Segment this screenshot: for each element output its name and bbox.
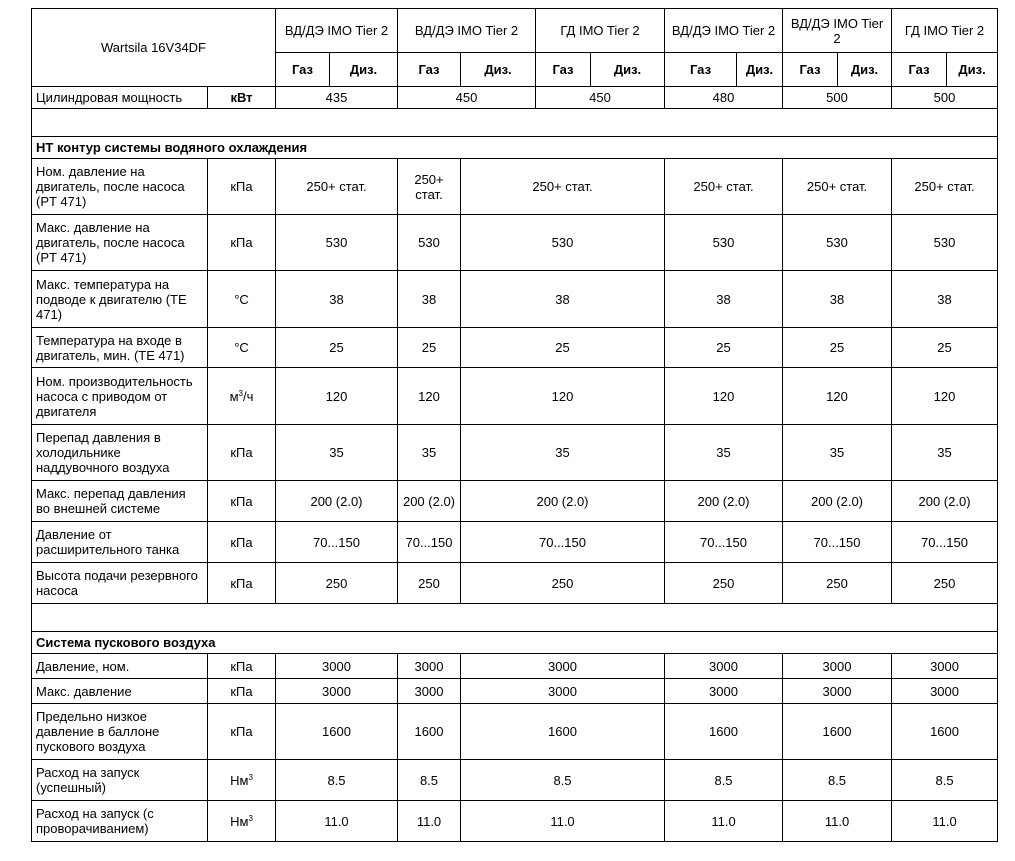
- table-row: [32, 704, 998, 760]
- cell-value: 480: [665, 87, 783, 109]
- cell-value: 200 (2.0): [783, 481, 892, 522]
- unit-base: кПа: [230, 683, 253, 699]
- cell-value: 1600: [398, 704, 461, 760]
- cell-value: 530: [783, 215, 892, 271]
- cell-value: 38: [892, 271, 998, 328]
- cell-value: 3000: [461, 654, 665, 679]
- fuel-subheader: Диз.: [461, 53, 536, 87]
- fuel-subheader: Газ: [276, 53, 330, 87]
- row-unit: [208, 654, 276, 679]
- fuel-subheader: Диз.: [330, 53, 398, 87]
- unit-superscript: 3: [248, 772, 253, 782]
- cell-value: 8.5: [892, 760, 998, 801]
- cell-value: 38: [783, 271, 892, 328]
- row-unit: [208, 215, 276, 271]
- section-title: Система пускового воздуха: [32, 632, 998, 654]
- cell-value: 250+ стат.: [665, 159, 783, 215]
- cell-value: 25: [276, 328, 398, 368]
- spacer-row: [32, 109, 998, 137]
- table-row: [32, 159, 998, 215]
- column-header: ГД IMO Tier 2: [536, 9, 665, 53]
- fuel-subheader: Диз.: [591, 53, 665, 87]
- cell-value: 250: [783, 563, 892, 604]
- row-unit: [208, 563, 276, 604]
- cell-value: 70...150: [783, 522, 892, 563]
- table-row: [32, 522, 998, 563]
- cell-value: 35: [665, 425, 783, 481]
- cell-value: 3000: [783, 654, 892, 679]
- cell-value: 250: [398, 563, 461, 604]
- cell-value: 250: [461, 563, 665, 604]
- cell-value: 250+ стат.: [276, 159, 398, 215]
- cell-value: 25: [461, 328, 665, 368]
- table-row: [32, 368, 998, 425]
- cell-value: 3000: [461, 679, 665, 704]
- row-label: Расход на запуск (с проворачиванием): [32, 801, 208, 842]
- fuel-subheader: Газ: [536, 53, 591, 87]
- cell-value: 1600: [892, 704, 998, 760]
- table-row: [32, 679, 998, 704]
- row-unit: [208, 159, 276, 215]
- row-label: Высота подачи резервного насоса: [32, 563, 208, 604]
- fuel-subheader: Диз.: [838, 53, 892, 87]
- row-unit: [208, 328, 276, 368]
- cell-value: 530: [276, 215, 398, 271]
- unit-base: кПа: [230, 493, 253, 509]
- engine-spec-table: [31, 8, 998, 842]
- model-name: Wartsila 16V34DF: [32, 9, 276, 87]
- cell-value: 8.5: [783, 760, 892, 801]
- table-row: [32, 328, 998, 368]
- section-header-row: [32, 632, 998, 654]
- cell-value: 120: [783, 368, 892, 425]
- cell-value: 530: [461, 215, 665, 271]
- table-row: [32, 271, 998, 328]
- cell-value: 530: [665, 215, 783, 271]
- cell-value: 8.5: [398, 760, 461, 801]
- cell-value: 35: [398, 425, 461, 481]
- table-row: [32, 481, 998, 522]
- section-header-row: [32, 137, 998, 159]
- cylinder-power-row: [32, 87, 998, 109]
- cell-value: 3000: [892, 679, 998, 704]
- cell-value: 35: [783, 425, 892, 481]
- row-label: Макс. температура на подводе к двигателю (TE 471): [32, 271, 208, 328]
- cell-value: 200 (2.0): [398, 481, 461, 522]
- cell-value: 200 (2.0): [892, 481, 998, 522]
- cell-value: 120: [892, 368, 998, 425]
- cell-value: 11.0: [398, 801, 461, 842]
- cell-value: 3000: [665, 679, 783, 704]
- cell-value: 435: [276, 87, 398, 109]
- cell-value: 8.5: [276, 760, 398, 801]
- row-label: Цилиндровая мощность: [32, 87, 208, 109]
- unit-superscript: 3: [248, 813, 253, 823]
- fuel-subheader: Газ: [665, 53, 737, 87]
- cell-value: 8.5: [461, 760, 665, 801]
- unit-superscript: 3: [238, 388, 243, 398]
- row-unit: [208, 522, 276, 563]
- cell-value: 3000: [783, 679, 892, 704]
- cell-value: 450: [398, 87, 536, 109]
- row-label: Температура на входе в двигатель, мин. (TE 471): [32, 328, 208, 368]
- cell-value: 1600: [276, 704, 398, 760]
- fuel-subheader: Газ: [398, 53, 461, 87]
- fuel-subheader: Диз.: [947, 53, 998, 87]
- cell-value: 25: [665, 328, 783, 368]
- row-label: Макс. перепад давления во внешней системе: [32, 481, 208, 522]
- spacer-cell: [32, 109, 998, 137]
- row-label: Макс. давление на двигатель, после насоса (PT 471): [32, 215, 208, 271]
- column-header: ВД/ДЭ IMO Tier 2: [398, 9, 536, 53]
- unit-base: кПа: [230, 534, 253, 550]
- row-label: Ном. производительность насоса с приводом от двигателя: [32, 368, 208, 425]
- row-unit: [208, 801, 276, 842]
- cell-value: 530: [398, 215, 461, 271]
- header-row: [32, 9, 998, 53]
- cell-value: 38: [276, 271, 398, 328]
- row-unit: [208, 679, 276, 704]
- column-header: ВД/ДЭ IMO Tier 2: [665, 9, 783, 53]
- cell-value: 25: [783, 328, 892, 368]
- row-label: Расход на запуск (успешный): [32, 760, 208, 801]
- cell-value: 3000: [398, 654, 461, 679]
- unit-suffix: /ч: [243, 388, 254, 404]
- column-header: ГД IMO Tier 2: [892, 9, 998, 53]
- cell-value: 70...150: [276, 522, 398, 563]
- cell-value: 11.0: [783, 801, 892, 842]
- row-unit: [208, 271, 276, 328]
- unit-base: °C: [234, 291, 249, 307]
- cell-value: 11.0: [892, 801, 998, 842]
- cell-value: 70...150: [892, 522, 998, 563]
- row-unit: кВт: [208, 87, 276, 109]
- cell-value: 25: [398, 328, 461, 368]
- cell-value: 200 (2.0): [665, 481, 783, 522]
- cell-value: 25: [892, 328, 998, 368]
- cell-value: 3000: [892, 654, 998, 679]
- cell-value: 3000: [665, 654, 783, 679]
- row-label: Давление от расширительного танка: [32, 522, 208, 563]
- cell-value: 250+ стат.: [892, 159, 998, 215]
- cell-value: 450: [536, 87, 665, 109]
- row-label: Ном. давление на двигатель, после насоса (PT 471): [32, 159, 208, 215]
- cell-value: 200 (2.0): [276, 481, 398, 522]
- table-row: [32, 425, 998, 481]
- cell-value: 3000: [276, 654, 398, 679]
- cell-value: 500: [783, 87, 892, 109]
- fuel-subheader: Диз.: [737, 53, 783, 87]
- cell-value: 120: [461, 368, 665, 425]
- row-label: Макс. давление: [32, 679, 208, 704]
- cell-value: 11.0: [276, 801, 398, 842]
- unit-base: °C: [234, 340, 249, 355]
- unit-base: Нм: [230, 813, 249, 829]
- cell-value: 120: [276, 368, 398, 425]
- row-label: Предельно низкое давление в баллоне пускового воздуха: [32, 704, 208, 760]
- unit-base: кПа: [230, 575, 253, 591]
- unit-base: Нм: [230, 772, 249, 788]
- cell-value: 35: [892, 425, 998, 481]
- cell-value: 120: [398, 368, 461, 425]
- cell-value: 70...150: [665, 522, 783, 563]
- row-unit: [208, 425, 276, 481]
- spacer-cell: [32, 604, 998, 632]
- cell-value: 200 (2.0): [461, 481, 665, 522]
- cell-value: 250+ стат.: [398, 159, 461, 215]
- row-label: Перепад давления в холодильнике наддувочного воздуха: [32, 425, 208, 481]
- cell-value: 250: [276, 563, 398, 604]
- fuel-subheader: Газ: [783, 53, 838, 87]
- table-row: [32, 760, 998, 801]
- unit-base: кПа: [230, 235, 253, 250]
- table-row: [32, 801, 998, 842]
- unit-base: кПа: [230, 724, 253, 739]
- cell-value: 1600: [783, 704, 892, 760]
- cell-value: 120: [665, 368, 783, 425]
- row-unit: [208, 760, 276, 801]
- cell-value: 38: [665, 271, 783, 328]
- cell-value: 500: [892, 87, 998, 109]
- row-unit: [208, 704, 276, 760]
- cell-value: 38: [461, 271, 665, 328]
- cell-value: 35: [276, 425, 398, 481]
- table-row: [32, 654, 998, 679]
- cell-value: 8.5: [665, 760, 783, 801]
- cell-value: 3000: [276, 679, 398, 704]
- cell-value: 530: [892, 215, 998, 271]
- row-label: Давление, ном.: [32, 654, 208, 679]
- cell-value: 70...150: [461, 522, 665, 563]
- section-title: НТ контур системы водяного охлаждения: [32, 137, 998, 159]
- cell-value: 3000: [398, 679, 461, 704]
- cell-value: 11.0: [665, 801, 783, 842]
- fuel-subheader: Газ: [892, 53, 947, 87]
- cell-value: 1600: [461, 704, 665, 760]
- cell-value: 11.0: [461, 801, 665, 842]
- cell-value: 1600: [665, 704, 783, 760]
- unit-base: м: [229, 388, 239, 404]
- column-header: ВД/ДЭ IMO Tier 2: [276, 9, 398, 53]
- table-row: [32, 563, 998, 604]
- cell-value: 38: [398, 271, 461, 328]
- spacer-row: [32, 604, 998, 632]
- column-header: ВД/ДЭ IMO Tier 2: [783, 9, 892, 53]
- unit-base: кПа: [230, 179, 253, 194]
- cell-value: 35: [461, 425, 665, 481]
- cell-value: 70...150: [398, 522, 461, 563]
- cell-value: 250+ стат.: [461, 159, 665, 215]
- cell-value: 250: [892, 563, 998, 604]
- cell-value: 250: [665, 563, 783, 604]
- row-unit: [208, 481, 276, 522]
- unit-base: кПа: [230, 658, 253, 674]
- unit-base: кПа: [230, 445, 253, 460]
- row-unit: [208, 368, 276, 425]
- table-row: [32, 215, 998, 271]
- cell-value: 250+ стат.: [783, 159, 892, 215]
